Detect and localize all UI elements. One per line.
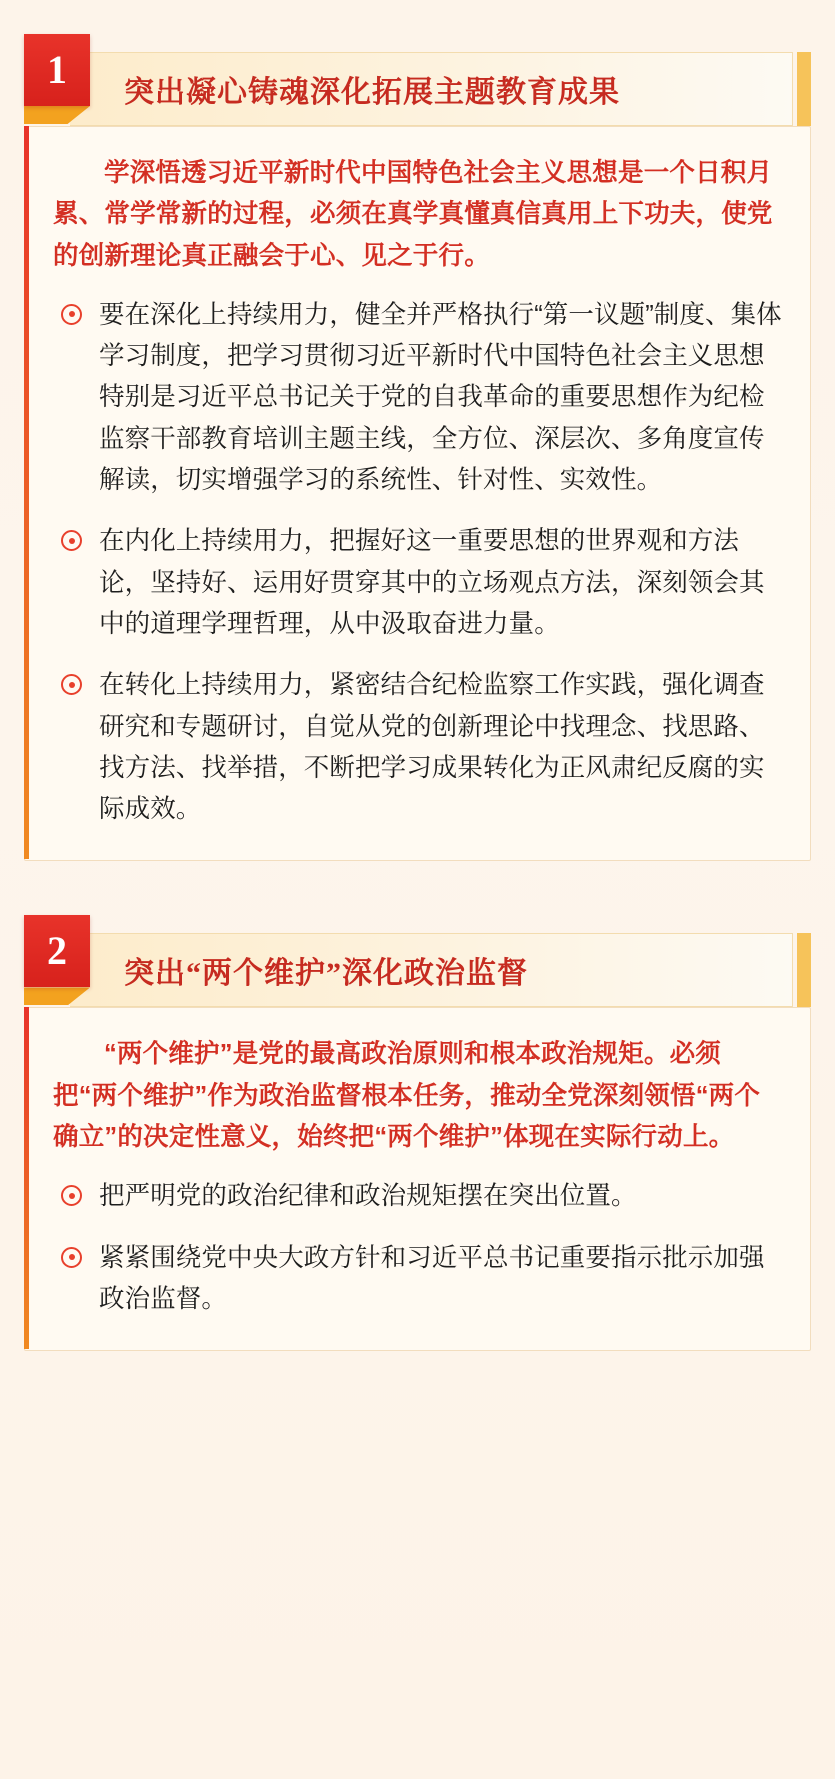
bullet-text: 在转化上持续用力，紧密结合纪检监察工作实践，强化调查研究和专题研讨，自觉从党的创新理论中找理念、找思路、找方法、找举措，不断把学习成果转化为正风肃纪反腐的实际成效。 bbox=[99, 671, 765, 824]
section-2 bbox=[24, 905, 811, 1351]
list-item bbox=[53, 665, 782, 830]
section-2-lead-paragraph: “两个维护”是党的最高政治原则和根本政治规矩。必须把“两个维护”作为政治监督根本任务，推动全党深刻领悟“两个确立”的决定性意义，始终把“两个维护”体现在实际行动上。 bbox=[53, 1040, 761, 1152]
section-2-ribbon-edge bbox=[797, 933, 811, 1007]
bullet-text: 要在深化上持续用力，健全并严格执行“第一议题”制度、集体学习制度，把学习贯彻习近平新时代中国特色社会主义思想特别是习近平总书记关于党的自我革命的重要思想作为纪检监察干部教育培训主题主线，全方位、深层次、多角度宣传解读，切实增强学习的系统性、针对性、实效性。 bbox=[99, 300, 782, 495]
section-1-title: 突出凝心铸魂深化拓展主题教育成果 bbox=[124, 76, 620, 109]
section-1-lead-paragraph: 学深悟透习近平新时代中国特色社会主义思想是一个日积月累、常学常新的过程，必须在真学真懂真信真用上下功夫，使党的创新理论真正融会于心、见之于行。 bbox=[53, 159, 773, 270]
section-2-number-badge: 2 bbox=[24, 915, 90, 987]
list-item bbox=[53, 1238, 782, 1321]
section-divider bbox=[0, 887, 835, 905]
section-1-header bbox=[24, 34, 811, 130]
section-2-title-ribbon bbox=[70, 933, 793, 1007]
section-1-number-badge: 1 bbox=[24, 34, 90, 106]
list-item bbox=[53, 1176, 782, 1217]
list-item bbox=[53, 521, 782, 645]
bullet-circle-icon bbox=[61, 530, 82, 551]
section-1-ribbon-edge bbox=[797, 52, 811, 126]
section-2-card bbox=[24, 1007, 811, 1351]
bullet-text: 把严明党的政治纪律和政治规矩摆在突出位置。 bbox=[99, 1182, 637, 1211]
section-2-bullet-list bbox=[53, 1176, 782, 1320]
bullet-text: 在内化上持续用力，把握好这一重要思想的世界观和方法论，坚持好、运用好贯穿其中的立场观点方法，深刻领会其中的道理学理哲理，从中汲取奋进力量。 bbox=[99, 527, 765, 638]
bullet-circle-icon bbox=[61, 304, 82, 325]
section-1-bullet-list bbox=[53, 295, 782, 831]
section-1-card bbox=[24, 126, 811, 861]
bullet-circle-icon bbox=[61, 674, 82, 695]
bullet-circle-icon bbox=[61, 1185, 82, 1206]
bullet-text: 紧紧围绕党中央大政方针和习近平总书记重要指示批示加强政治监督。 bbox=[99, 1243, 765, 1313]
section-2-header bbox=[24, 915, 811, 1011]
section-2-title: 突出“两个维护”深化政治监督 bbox=[124, 957, 528, 991]
section-1 bbox=[24, 0, 811, 861]
section-1-title-ribbon bbox=[70, 52, 793, 126]
list-item bbox=[53, 295, 782, 501]
bullet-circle-icon bbox=[61, 1247, 82, 1268]
